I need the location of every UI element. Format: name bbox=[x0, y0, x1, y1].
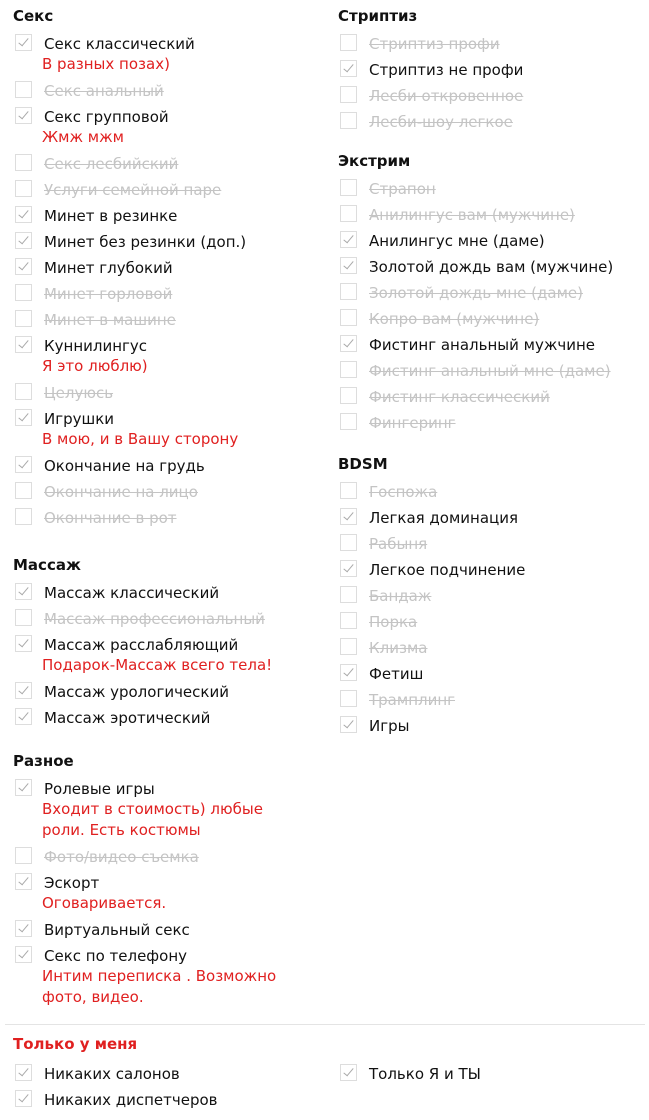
checkbox-checked-icon bbox=[15, 232, 32, 249]
service-label: Никаких салонов bbox=[44, 1065, 180, 1083]
checkbox-checked-icon bbox=[15, 946, 32, 963]
checkbox-unchecked-icon bbox=[340, 534, 357, 551]
service-label: Массаж урологический bbox=[44, 683, 229, 701]
checkbox-checked-icon bbox=[340, 231, 357, 248]
section-list bbox=[338, 31, 648, 135]
section-divider bbox=[5, 1024, 645, 1025]
service-label: Золотой дождь мне (даме) bbox=[369, 284, 583, 302]
section-секс bbox=[13, 7, 323, 531]
service-label: Эскорт bbox=[44, 874, 100, 892]
service-item bbox=[338, 505, 648, 531]
checkbox-unchecked-icon bbox=[15, 508, 32, 525]
checkbox-unchecked-icon bbox=[15, 154, 32, 171]
service-note: Подарок-Массаж всего тела! bbox=[42, 656, 273, 674]
service-item bbox=[13, 776, 323, 802]
checkbox-unchecked-icon bbox=[340, 690, 357, 707]
service-note: В мою, и в Вашу сторону bbox=[42, 430, 239, 448]
service-item bbox=[13, 705, 323, 731]
section-list bbox=[13, 580, 323, 731]
checkbox-checked-icon bbox=[15, 708, 32, 725]
service-item bbox=[13, 380, 323, 406]
only-me-right-list bbox=[338, 1061, 648, 1087]
service-label: Секс лесбийский bbox=[44, 155, 179, 173]
service-item bbox=[338, 557, 648, 583]
checkbox-unchecked-icon bbox=[340, 482, 357, 499]
checkbox-unchecked-icon bbox=[15, 482, 32, 499]
service-item bbox=[13, 679, 323, 705]
checkbox-unchecked-icon bbox=[340, 205, 357, 222]
service-item bbox=[13, 453, 323, 479]
service-label: Рабыня bbox=[369, 535, 428, 553]
checkbox-checked-icon bbox=[15, 34, 32, 51]
checkbox-checked-icon bbox=[340, 508, 357, 525]
service-item bbox=[13, 870, 323, 896]
checkbox-unchecked-icon bbox=[340, 413, 357, 430]
service-label: Минет глубокий bbox=[44, 259, 173, 277]
checkbox-checked-icon bbox=[15, 206, 32, 223]
service-label: Массаж расслабляющий bbox=[44, 636, 239, 654]
service-label: Массаж профессиональный bbox=[44, 610, 265, 628]
service-label: Стриптиз профи bbox=[369, 35, 500, 53]
service-label: Куннилингус bbox=[44, 337, 148, 355]
checkbox-checked-icon bbox=[15, 409, 32, 426]
service-item bbox=[13, 229, 323, 255]
service-note: Интим переписка . Возможно фото, видео. bbox=[42, 967, 277, 1006]
section-heading: Массаж bbox=[13, 556, 81, 574]
checkbox-unchecked-icon bbox=[340, 387, 357, 404]
service-item bbox=[338, 306, 648, 332]
section-heading: BDSM bbox=[338, 455, 388, 473]
service-item bbox=[13, 104, 323, 130]
service-item bbox=[338, 31, 648, 57]
checkbox-checked-icon bbox=[15, 456, 32, 473]
checkbox-checked-icon bbox=[15, 583, 32, 600]
service-label: Легкая доминация bbox=[369, 509, 519, 527]
service-item bbox=[338, 687, 648, 713]
service-note: В разных позах) bbox=[42, 55, 170, 73]
section-heading: Секс bbox=[13, 7, 54, 25]
service-label: Никаких диспетчеров bbox=[44, 1091, 218, 1109]
service-item bbox=[13, 177, 323, 203]
checkbox-unchecked-icon bbox=[15, 383, 32, 400]
service-label: Окончание в рот bbox=[44, 509, 177, 527]
service-item bbox=[338, 635, 648, 661]
service-item bbox=[338, 83, 648, 109]
service-label: Окончание на лицо bbox=[44, 483, 198, 501]
only-me-heading: Только у меня bbox=[13, 1035, 138, 1053]
service-label: Фистинг классический bbox=[369, 388, 550, 406]
service-item bbox=[13, 281, 323, 307]
service-label: Ролевые игры bbox=[44, 780, 155, 798]
service-label: Анилингус мне (даме) bbox=[369, 232, 545, 250]
section-list bbox=[13, 776, 323, 1008]
service-label: Виртуальный секс bbox=[44, 921, 190, 939]
checkbox-checked-icon bbox=[15, 1064, 32, 1081]
service-label: Золотой дождь вам (мужчине) bbox=[369, 258, 614, 276]
section-heading: Разное bbox=[13, 752, 74, 770]
service-item bbox=[338, 228, 648, 254]
service-label: Копро вам (мужчине) bbox=[369, 310, 540, 328]
section-list bbox=[338, 176, 648, 436]
service-label: Игрушки bbox=[44, 410, 115, 428]
service-item bbox=[338, 280, 648, 306]
only-me-left-list bbox=[13, 1061, 323, 1113]
section-heading: Экстрим bbox=[338, 152, 411, 170]
service-label: Секс по телефону bbox=[44, 947, 187, 965]
checkbox-checked-icon bbox=[340, 1064, 357, 1081]
section-bdsm bbox=[338, 455, 648, 739]
service-label: Секс классический bbox=[44, 35, 195, 53]
service-label: Секс групповой bbox=[44, 108, 169, 126]
service-item bbox=[13, 580, 323, 606]
service-label: Анилингус вам (мужчине) bbox=[369, 206, 575, 224]
service-note: Оговаривается. bbox=[42, 894, 167, 912]
service-label: Фистинг анальный мужчине bbox=[369, 336, 595, 354]
checkbox-unchecked-icon bbox=[15, 284, 32, 301]
service-item bbox=[13, 917, 323, 943]
service-note: Входит в стоимость) любые роли. Есть костюмы bbox=[42, 800, 263, 839]
checkbox-checked-icon bbox=[340, 560, 357, 577]
service-label: Минет в резинке bbox=[44, 207, 178, 225]
section-массаж bbox=[13, 556, 323, 731]
service-note: Жмж мжм bbox=[42, 128, 124, 146]
checkbox-checked-icon bbox=[340, 60, 357, 77]
service-label: Клизма bbox=[369, 639, 428, 657]
checkbox-unchecked-icon bbox=[15, 847, 32, 864]
service-item bbox=[13, 606, 323, 632]
service-item bbox=[338, 531, 648, 557]
checkbox-unchecked-icon bbox=[340, 361, 357, 378]
checkbox-unchecked-icon bbox=[15, 81, 32, 98]
service-label: Фото/видео съемка bbox=[44, 848, 199, 866]
service-label: Фетиш bbox=[369, 665, 424, 683]
service-item bbox=[13, 406, 323, 432]
checkbox-unchecked-icon bbox=[340, 86, 357, 103]
service-item bbox=[338, 479, 648, 505]
service-label: Услуги семейной паре bbox=[44, 181, 222, 199]
service-item bbox=[13, 203, 323, 229]
service-label: Массаж классический bbox=[44, 584, 220, 602]
service-item bbox=[13, 255, 323, 281]
service-item bbox=[13, 31, 323, 57]
service-item bbox=[338, 410, 648, 436]
service-item bbox=[338, 109, 648, 135]
service-label: Целуюсь bbox=[44, 384, 114, 402]
service-label: Порка bbox=[369, 613, 418, 631]
service-item bbox=[13, 943, 323, 969]
service-label: Массаж эротический bbox=[44, 709, 211, 727]
service-label: Стриптиз не профи bbox=[369, 61, 524, 79]
checkbox-unchecked-icon bbox=[340, 179, 357, 196]
service-note: Я это люблю) bbox=[42, 357, 148, 375]
checkbox-checked-icon bbox=[15, 682, 32, 699]
service-label: Только Я и ТЫ bbox=[369, 1065, 481, 1083]
checkbox-checked-icon bbox=[15, 920, 32, 937]
section-heading: Стриптиз bbox=[338, 7, 418, 25]
service-item bbox=[13, 632, 323, 658]
service-label: Фистинг анальный мне (даме) bbox=[369, 362, 611, 380]
service-item bbox=[338, 358, 648, 384]
service-label: Лесби откровенное bbox=[369, 87, 524, 105]
service-label: Минет в машине bbox=[44, 311, 176, 329]
checkbox-checked-icon bbox=[340, 716, 357, 733]
service-item bbox=[13, 505, 323, 531]
checkbox-unchecked-icon bbox=[340, 586, 357, 603]
service-item bbox=[338, 254, 648, 280]
service-item bbox=[338, 713, 648, 739]
service-item bbox=[338, 384, 648, 410]
checkbox-unchecked-icon bbox=[15, 609, 32, 626]
service-label: Трамплинг bbox=[369, 691, 456, 709]
service-item bbox=[13, 479, 323, 505]
service-label: Игры bbox=[369, 717, 410, 735]
service-item bbox=[338, 176, 648, 202]
checkbox-checked-icon bbox=[15, 336, 32, 353]
service-label: Легкое подчинение bbox=[369, 561, 526, 579]
service-label: Страпон bbox=[369, 180, 436, 198]
checkbox-checked-icon bbox=[15, 779, 32, 796]
service-item bbox=[338, 57, 648, 83]
checkbox-checked-icon bbox=[15, 873, 32, 890]
section-list bbox=[338, 479, 648, 739]
service-item bbox=[338, 202, 648, 228]
service-item bbox=[338, 609, 648, 635]
service-item bbox=[338, 661, 648, 687]
service-item bbox=[338, 1061, 648, 1087]
service-item bbox=[13, 307, 323, 333]
checkbox-checked-icon bbox=[340, 335, 357, 352]
checkbox-unchecked-icon bbox=[340, 612, 357, 629]
service-label: Бандаж bbox=[369, 587, 432, 605]
service-label: Минет без резинки (доп.) bbox=[44, 233, 247, 251]
checkbox-checked-icon bbox=[15, 1090, 32, 1107]
section-list bbox=[13, 31, 323, 531]
checkbox-checked-icon bbox=[15, 107, 32, 124]
service-item bbox=[13, 333, 323, 359]
service-label: Фингеринг bbox=[369, 414, 456, 432]
checkbox-checked-icon bbox=[15, 258, 32, 275]
checkbox-unchecked-icon bbox=[340, 309, 357, 326]
checkbox-checked-icon bbox=[340, 664, 357, 681]
service-item bbox=[13, 1087, 323, 1113]
service-label: Минет горловой bbox=[44, 285, 173, 303]
service-item bbox=[13, 78, 323, 104]
checkbox-unchecked-icon bbox=[15, 310, 32, 327]
service-item bbox=[338, 332, 648, 358]
service-item bbox=[13, 1061, 323, 1087]
checkbox-unchecked-icon bbox=[340, 283, 357, 300]
checkbox-unchecked-icon bbox=[340, 112, 357, 129]
section-экстрим bbox=[338, 152, 648, 436]
section-разное bbox=[13, 752, 323, 1011]
service-item bbox=[13, 844, 323, 870]
service-item bbox=[338, 583, 648, 609]
section-стриптиз bbox=[338, 7, 648, 135]
service-label: Госпожа bbox=[369, 483, 438, 501]
checkbox-unchecked-icon bbox=[340, 638, 357, 655]
checkbox-checked-icon bbox=[340, 257, 357, 274]
service-label: Окончание на грудь bbox=[44, 457, 205, 475]
checkbox-unchecked-icon bbox=[340, 34, 357, 51]
checkbox-unchecked-icon bbox=[15, 180, 32, 197]
service-label: Секс анальный bbox=[44, 82, 164, 100]
service-label: Лесби-шоу легкое bbox=[369, 113, 513, 131]
checkbox-checked-icon bbox=[15, 635, 32, 652]
service-item bbox=[13, 151, 323, 177]
